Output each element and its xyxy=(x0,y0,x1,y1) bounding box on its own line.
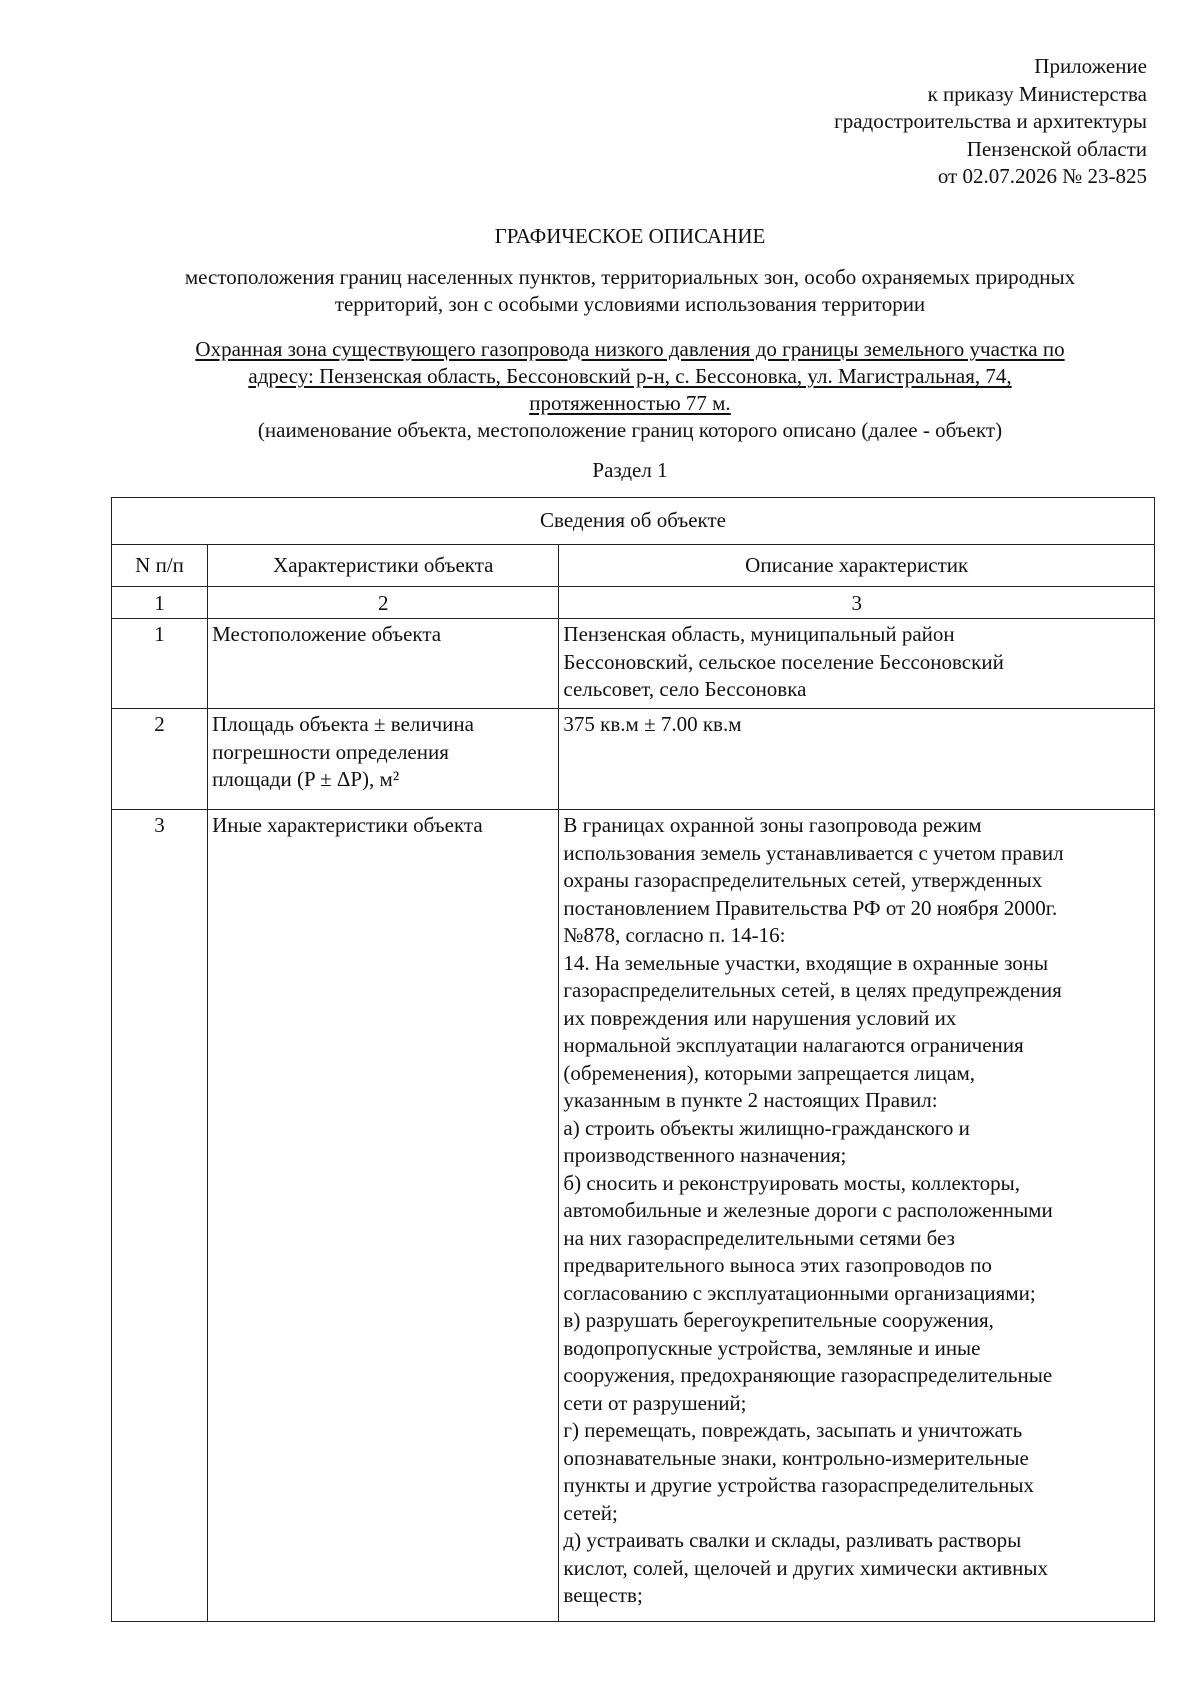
section-label: Раздел 1 xyxy=(592,458,668,482)
row-description: В границах охранной зоны газопровода режим использования земель устанавливается с учетом правил охраны газораспределительных сетей, утвержденных постановлением Правительства РФ от 20 ноября 2000г. №878, согласно п. 14-16: 14. На земельные участки, входящие в охранные зоны газораспределительных сетей, в целях предупреждения их повреждения или нарушения условий их нормальной эксплуатации налагаются ограничения (обременения), которыми запрещается лицам, указанным в пункте 2 настоящих Правил: а) строить объекты жилищно-гражданского и производственного назначения; б) сносить и реконструировать мосты, коллекторы, автомобильные и железные дороги с расположенными на них газораспределительными сетями без предварительного выноса этих газопроводов по согласованию с эксплуатационными организациями; в) разрушать берегоукрепительные сооружения, водопропускные устройства, земляные и иные сооружения, предохраняющие газораспределительные сети от разрушений; г) перемещать, повреждать, засыпать и уничтожать опознавательные знаки, контрольно-измерительные пункты и другие устройства газораспределительных сетей; д) устраивать свалки и склады, разливать растворы кислот, солей, щелочей и других химически активных веществ; xyxy=(559,810,1155,1622)
header-characteristic: Характеристики объекта xyxy=(208,545,559,587)
appendix-order-date: от 02.07.2026 № 23-825 xyxy=(937,164,1147,188)
object-name-line: протяженностью 77 м. xyxy=(529,391,731,415)
object-info-table xyxy=(111,497,1155,1622)
table-row xyxy=(112,810,1155,1622)
table-row xyxy=(112,709,1155,810)
row-number: 1 xyxy=(112,619,208,709)
column-number: 1 xyxy=(112,587,208,619)
appendix-line: Приложение xyxy=(1034,54,1147,78)
column-number: 3 xyxy=(559,587,1155,619)
row-characteristic: Иные характеристики объекта xyxy=(208,810,559,1622)
table-column-numbers-row xyxy=(112,587,1155,619)
column-number: 2 xyxy=(208,587,559,619)
row-description: Пензенская область, муниципальный район Бессоновский, сельское поселение Бессоновский сельсовет, село Бессоновка xyxy=(559,619,1155,709)
row-number: 2 xyxy=(112,709,208,810)
header-description: Описание характеристик xyxy=(559,545,1155,587)
document-title: ГРАФИЧЕСКОЕ ОПИСАНИЕ xyxy=(494,224,766,248)
table-header-row xyxy=(112,545,1155,587)
header-number: N п/п xyxy=(112,545,208,587)
table-caption: Сведения об объекте xyxy=(112,498,1155,545)
table-row xyxy=(112,619,1155,709)
object-name-line: адресу: Пензенская область, Бессоновский р-н, с. Бессоновка, ул. Магистральная, 74, xyxy=(248,364,1012,388)
appendix-block xyxy=(834,53,1147,191)
row-characteristic: Местоположение объекта xyxy=(208,619,559,709)
appendix-line: градостроительства и архитектуры xyxy=(834,109,1147,133)
object-name xyxy=(110,336,1150,417)
appendix-line: к приказу Министерства xyxy=(927,81,1147,106)
appendix-line: Пензенской области xyxy=(966,136,1147,161)
row-characteristic: Площадь объекта ± величина погрешности определения площади (P ± ΔP), м² xyxy=(208,709,559,810)
object-name-line: Охранная зона существующего газопровода низкого давления до границы земельного участка по xyxy=(195,337,1065,361)
row-description: 375 кв.м ± 7.00 кв.м xyxy=(559,709,1155,810)
object-name-hint: (наименование объекта, местоположение границ которого описано (далее - объект) xyxy=(257,418,1003,442)
row-number: 3 xyxy=(112,810,208,1622)
subtitle-line: местоположения границ населенных пунктов, территориальных зон, особо охраняемых природных xyxy=(184,265,1076,289)
document-subtitle xyxy=(110,264,1150,318)
subtitle-line: территорий, зон с особыми условиями использования территории xyxy=(334,292,926,316)
